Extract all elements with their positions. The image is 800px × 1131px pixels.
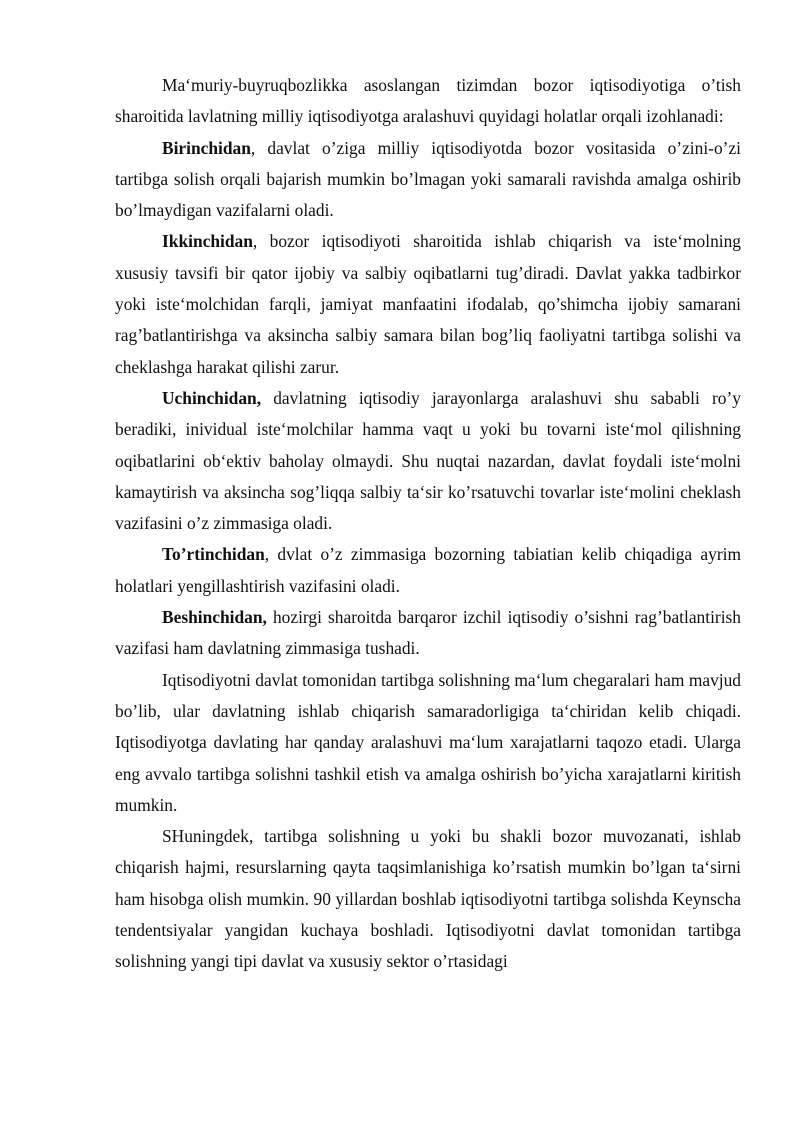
paragraph-intro <box>115 70 741 133</box>
paragraph-lead: Beshinchidan, <box>162 607 267 628</box>
paragraph-fourth <box>115 539 741 602</box>
paragraph-text: hozirgi sharoitda barqaror izchil iqtisodiy o’sishni rag’batlantirish vazifasi ham davlatning zimmasiga tushadi. <box>115 607 741 659</box>
paragraph-lead: Ikkinchidan <box>162 231 253 252</box>
paragraph-third <box>115 383 741 539</box>
paragraph-text: Iqtisodiyotni davlat tomonidan tartibga solishning ma‘lum chegaralari ham mavjud bo’lib, ular davlatning ishlab chiqarish samaradorligiga ta‘chiridan kelib chiqadi. Iqtisodiyotga davlating har qanday aralashuvi ma‘lum xarajatlarni taqozo etadi. Ularga eng avvalo tartibga solishni tashkil etish va amalga oshirish bo’yicha xarajatlarni kiritish mumkin. <box>115 669 741 815</box>
paragraph-lead: Birinchidan <box>162 137 251 158</box>
paragraph-text: , dvlat o’z zimmasiga bozorning tabiatian kelib chiqadiga ayrim holatlari yengillashtirish vazifasini oladi. <box>115 544 741 596</box>
paragraph-lead: To’rtinchidan <box>162 544 265 565</box>
paragraph-text: , bozor iqtisodiyoti sharoitida ishlab chiqarish va iste‘molning xususiy tavsifi bir qator ijobiy va salbiy oqibatlarni tug’diradi. Davlat yakka tadbirkor yoki iste‘molchidan farqli, jamiyat manfaatini ifodalab, qo’shimcha ijobiy samarani rag’batlantirishga va aksincha salbiy samara bilan bog’liq faoliyatni tartibga solishi va cheklashga harakat qilishi zarur. <box>115 231 741 377</box>
paragraph-keynes <box>115 821 741 977</box>
paragraph-fifth <box>115 602 741 665</box>
paragraph-first <box>115 133 741 227</box>
document-page <box>115 70 741 978</box>
paragraph-text: Ma‘muriy-buyruqbozlikka asoslangan tizimdan bozor iqtisodiyotiga o’tish sharoitida lavlatning milliy iqtisodiyotga aralashuvi quyidagi holatlar orqali izohlanadi: <box>115 75 741 127</box>
paragraph-lead: Uchinchidan, <box>162 387 262 408</box>
paragraph-text: davlatning iqtisodiy jarayonlarga aralashuvi shu sababli ro’y beradiki, inividual iste‘molchilar hamma vaqt u yoki bu tovarni iste‘mol qilishning oqibatlarini ob‘ektiv baholay olmaydi. Shu nuqtai nazardan, davlat foydali iste‘molni kamaytirish va aksincha sog’liqqa salbiy ta‘sir ko’rsatuvchi tovarlar iste‘molini cheklash vazifasini o’z zimmasiga oladi. <box>115 387 741 534</box>
paragraph-text: , davlat o’ziga milliy iqtisodiyotda bozor vositasida o’zini-o’zi tartibga solish orqali bajarish mumkin bo’lmagan yoki samarali ravishda amalga oshirib bo’lmaydigan vazifalarni oladi. <box>115 137 741 221</box>
paragraph-text: SHuningdek, tartibga solishning u yoki bu shakli bozor muvozanati, ishlab chiqarish hajmi, resurslarning qayta taqsimlanishiga ko’rsatish mumkin bo’lgan ta‘sirni ham hisobga olish mumkin. 90 yillardan boshlab iqtisodiyotni tartibga solishda Keynscha tendentsiyalar yangidan kuchaya boshladi. Iqtisodiyotni davlat tomonidan tartibga solishning yangi tipi davlat va xususiy sektor o’rtasidagi <box>115 826 741 972</box>
paragraph-limits <box>115 665 741 821</box>
paragraph-second <box>115 226 741 382</box>
